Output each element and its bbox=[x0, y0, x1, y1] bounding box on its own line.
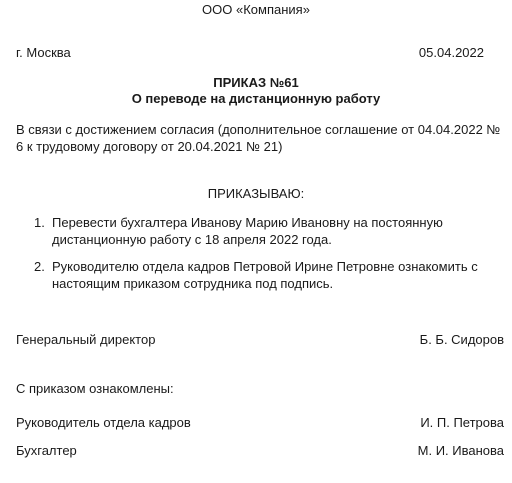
item-text: Руководителю отдела кадров Петровой Ирине Петровне ознакомить с настоящим приказом сотрудника под подпись. bbox=[52, 259, 478, 291]
item-number: 1. bbox=[34, 215, 45, 230]
director-title: Генеральный директор bbox=[16, 332, 156, 347]
signer-title: Бухгалтер bbox=[16, 443, 77, 458]
acknowledgement-heading: С приказом ознакомлены: bbox=[16, 381, 174, 396]
order-title: ПРИКАЗ №61 bbox=[213, 75, 299, 90]
company-name: ООО «Компания» bbox=[202, 2, 310, 17]
signer-name: М. И. Иванова bbox=[417, 443, 504, 458]
item-number: 2. bbox=[34, 259, 45, 274]
signer-title: Руководитель отдела кадров bbox=[16, 415, 191, 430]
order-basis: В связи с достижением согласия (дополнительное соглашение от 04.04.2022 № 6 к трудовому договору от 20.04.2021 № 21) bbox=[16, 122, 501, 154]
director-name: Б. Б. Сидоров bbox=[419, 332, 504, 347]
item-text: Перевести бухгалтера Иванову Марию Ивановну на постоянную дистанционную работу с 18 апреля 2022 года. bbox=[52, 215, 443, 247]
order-word: ПРИКАЗЫВАЮ: bbox=[207, 186, 305, 201]
city: г. Москва bbox=[16, 45, 71, 60]
document-date: 05.04.2022 bbox=[418, 45, 484, 60]
signer-name: И. П. Петрова bbox=[420, 415, 504, 430]
order-subtitle: О переводе на дистанционную работу bbox=[131, 91, 381, 106]
